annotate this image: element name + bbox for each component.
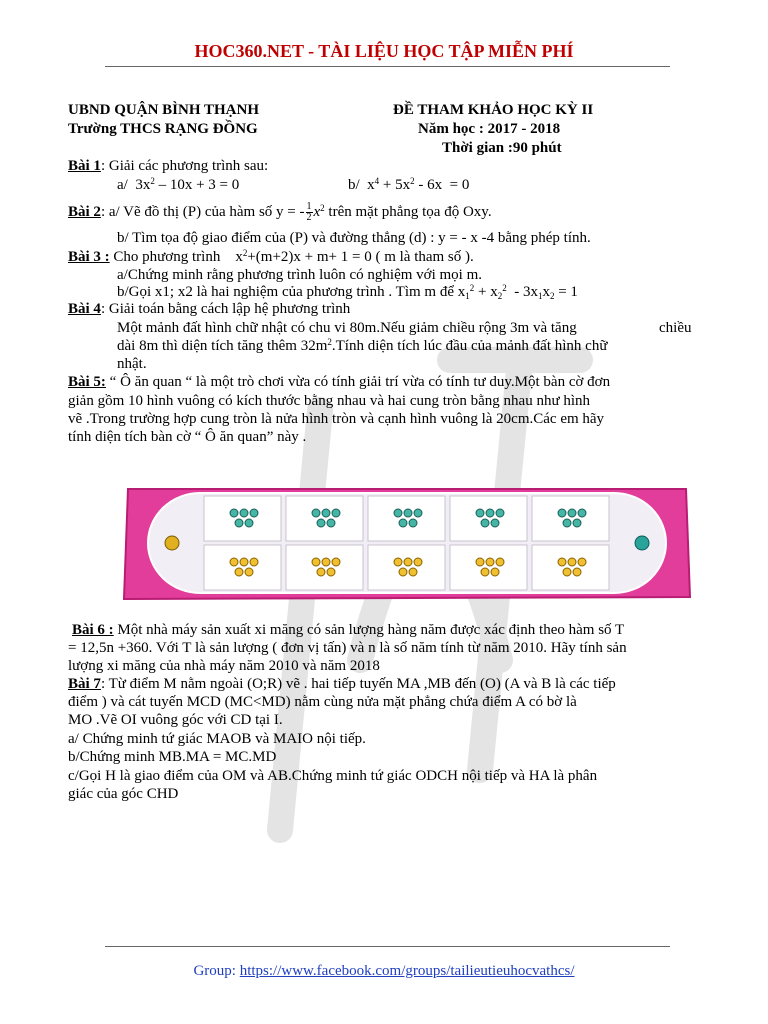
problem-1: Bài 1: Giải các phương trình sau: [68,158,269,174]
problem-2b: b/ Tìm tọa độ giao điểm của (P) và đường thẳng (d) : y = - x -4 bằng phép tính. [117,230,591,246]
problem-5-line4: tính diện tích bàn cờ “ Ô ăn quan” này . [68,429,307,445]
problem-7a: a/ Chứng minh tứ giác MAOB và MAIO nội tiếp. [68,731,366,747]
problem-1b: b/ $x^4 + 5x^2 - 6x = 0$ [348,176,470,193]
problem-6-line2: = 12,5n +360. Với T là sản lượng ( đơn vị tấn) và n là số năm tính từ năm 2010. Hãy tính sản [68,640,627,656]
problem-4-line3: nhật. [117,356,147,372]
problem-2: Bài 2: a/ Vẽ đồ thị (P) của hàm số y = - $\frac{1}{2}$ $x^2$ trên mặt phẳng tọa độ Oxy. [68,201,492,223]
problem-4-line2: dài 8m thì diện tích tăng thêm $32m^2.Tính$ diện tích lúc đầu của mảnh đất hình chữ [117,337,608,354]
district-name: UBND QUẬN BÌNH THẠNH [68,102,259,118]
exam-title: ĐỀ THAM KHẢO HỌC KỲ II [393,102,594,118]
problem-6-line3: lượng xi măng của nhà máy năm 2010 và năm 2018 [68,658,380,674]
problem-4: Bài 4: Giải toán bằng cách lập hệ phương trình [68,301,351,317]
problem-7: Bài 7: Từ điểm M nằm ngoài (O;R) vẽ . hai tiếp tuyến MA ,MB đến (O) (A và B là các tiếp [68,676,616,692]
exam-time: Thời gian :90 phút [442,140,562,156]
fraction-one-half: $\frac{1}{2}$ [306,201,312,223]
problem-3b: b/Gọi x1; x2 là hai nghiệm của phương trình . Tìm m để $x_1^2 + x_2^2 - 3x_1x_2 = 1$ [117,283,578,301]
problem-1a: a/ $3x^2 - 10x + 3 = 0$ [117,176,240,193]
problem-4-line1: Một mảnh đất hình chữ nhật có chu vi 80m.Nếu giảm chiều rộng 3m và tăng [117,320,577,336]
school-year: Năm học : 2017 - 2018 [418,121,561,137]
o-an-quan-board-image [122,485,692,603]
site-title: HOC360.NET - TÀI LIỆU HỌC TẬP MIỄN PHÍ [194,41,574,61]
footer-label: Group: [193,963,240,979]
footer-divider [105,946,670,947]
problem-5-line2: giản gồm 10 hình vuông có kích thước bằng nhau và hai cung tròn bằng nhau như hình [68,393,591,409]
problem-3a: a/Chứng minh rằng phương trình luôn có nghiệm với mọi m. [117,267,483,283]
problem-6: Bài 6 : Một nhà máy sản xuất xi măng có sản lượng hàng năm được xác định theo hàm số T [72,622,625,638]
problem-7-line3: MO .Vẽ OI vuông góc với CD tại I. [68,712,283,728]
problem-7-line2: điểm ) và cát tuyến MCD (MC<MD) nằm cùng nửa mặt phẳng chứa điểm A có bờ là [68,694,577,710]
footer [0,962,768,981]
facebook-group-link[interactable]: https://www.facebook.com/groups/tailieutieuhocvathcs/ [239,963,575,979]
problem-7b: b/Chứng minh MB.MA = MC.MD [68,749,277,765]
problem-4-line1-end: chiều [659,320,692,336]
problem-3: Bài 3 : Cho phương trình $x^2+(m+2)x + m+ 1 = 0$ ( m là tham số ). [68,248,474,265]
header-divider [105,66,670,67]
problem-5-line3: vẽ .Trong trường hợp cung tròn là nửa hình tròn và cạnh hình vuông là 20cm.Các em hãy [68,411,605,427]
problem-1-label: Bài 1 [68,158,101,174]
problem-7c-line2: giác của góc CHD [68,786,179,802]
school-name: Trường THCS RẠNG ĐỒNG [68,121,258,137]
problem-7c: c/Gọi H là giao điểm của OM và AB.Chứng minh tứ giác ODCH nội tiếp và HA là phân [68,768,598,784]
problem-5: Bài 5: “ Ô ăn quan “ là một trò chơi vừa có tính giải trí vừa có tính tư duy.Một bàn cờ đơn [68,374,611,390]
